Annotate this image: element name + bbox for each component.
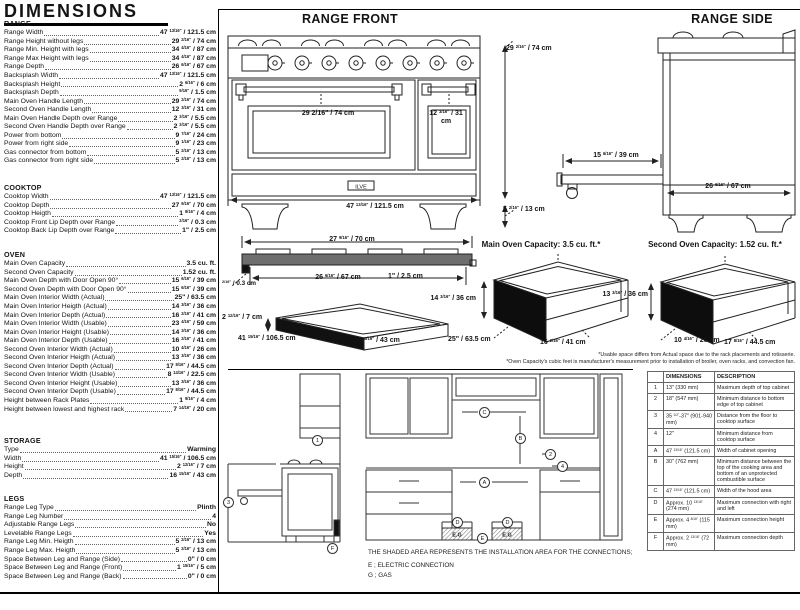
- brand-badge: ILVE: [355, 184, 367, 191]
- dim-table-row: E Approx. 4 $^{8/16"}$ (115 mm) Maximum connection height: [648, 515, 795, 533]
- dotted-leader: [90, 52, 171, 53]
- dotted-leader: [64, 519, 211, 520]
- dotted-leader: [22, 461, 159, 462]
- electric-connection-note: E ; ELECTRIC CONNECTION: [368, 562, 454, 569]
- dotted-leader: [115, 369, 166, 370]
- section-header: OVEN: [4, 250, 26, 259]
- dotted-leader: [44, 35, 159, 36]
- spec-row: Cooktop Back Lip Depth over Range 1" / 2.5 cm: [4, 227, 216, 235]
- section-header: STORAGE: [4, 436, 41, 445]
- cooktop-right-label: 1" / 2.5 cm: [388, 273, 423, 280]
- marker-d: D: [452, 517, 463, 528]
- spec-row: Range Leg Type Plinth: [4, 504, 216, 512]
- dotted-leader: [87, 155, 174, 156]
- dotted-leader: [84, 103, 171, 104]
- section-oven: [4, 250, 216, 414]
- section-range: [4, 19, 216, 166]
- dotted-leader: [118, 386, 170, 387]
- second-capacity-drawing: [645, 256, 797, 348]
- spec-row: Main Oven Interior Width (Usable) 23 $^{4/16"}$ / 59 cm: [4, 319, 216, 328]
- marker-d: D: [502, 517, 513, 528]
- cooktop-left-label: $^{2/16"}$ / 0.3 cm: [222, 280, 256, 287]
- front-main-handle-label: 29 2/16" / 74 cm: [301, 110, 355, 117]
- marker-c: C: [479, 407, 490, 418]
- dotted-leader: [94, 163, 174, 164]
- dotted-leader: [127, 129, 173, 130]
- range-front-title: RANGE FRONT: [301, 12, 399, 26]
- front-height-label: 29 $^{2/16"}$ / 74 cm: [506, 44, 552, 53]
- dim-table-header-row: [648, 372, 795, 383]
- spec-row: Range Width 47 $^{13/16"}$ / 121.5 cm: [4, 28, 216, 37]
- dotted-leader: [69, 146, 174, 147]
- dotted-leader: [117, 394, 165, 395]
- spec-row: Cooktop Heigth 1 $^{9/16"}$ / 4 cm: [4, 209, 216, 218]
- dotted-leader: [75, 527, 206, 528]
- installation-note: THE SHADED AREA REPRESENTS THE INSTALLATION AREA FOR THE CONNECTIONS;: [368, 549, 633, 556]
- spec-row: Adjustable Range Legs No: [4, 521, 216, 529]
- dotted-leader: [84, 44, 170, 45]
- open-door-shelf: [557, 173, 663, 199]
- spec-row: Main Oven Interior Heigth (Actual) 14 $^{3/16"}$ / 36 cm: [4, 301, 216, 310]
- spec-row: Range Min. Height with legs 34 $^{4/16"}$ / 87 cm: [4, 45, 216, 54]
- col-description: DESCRIPTION: [715, 372, 795, 383]
- drawer-height-label: 2 $^{12/16"}$ / 7 cm: [222, 313, 263, 322]
- spec-row: Second Oven Depth with Door Open 90° 15 $^{6/16"}$ / 39 cm: [4, 284, 216, 293]
- dotted-leader: [23, 478, 168, 479]
- marker-a: A: [479, 477, 490, 488]
- cooktop-profile-drawing: [226, 234, 478, 296]
- second-capacity-depth-label: 17 $^{8/16"}$ / 44.5 cm: [724, 338, 776, 347]
- spec-row: Space Between Leg and Range (Front) 1 $^{15/16"}$ / 5 cm: [4, 563, 216, 572]
- dotted-leader: [109, 343, 171, 344]
- spec-row: Space Between Leg and Range (Back) 0" / 0 cm: [4, 572, 216, 580]
- spec-row: Levelable Range Legs Yes: [4, 529, 216, 537]
- dim-table-row: 2 18" (547 mm) Minimum distance to bottom edge of top cabinet: [648, 394, 795, 411]
- page-title: DIMENSIONS: [4, 1, 168, 26]
- dotted-leader: [90, 403, 178, 404]
- dotted-leader: [115, 233, 181, 234]
- marker-f: F: [327, 543, 338, 554]
- dotted-leader: [50, 208, 170, 209]
- dim-table-row: 1 13" (330 mm) Maximum depth of top cabinet: [648, 383, 795, 394]
- spec-row: Main Oven Depth with Door Open 90° 15 $^{6/16"}$ / 39 cm: [4, 276, 216, 285]
- section-storage: [4, 436, 216, 480]
- spec-row: Second Oven Interior Height (Usable) 13 $^{3/16"}$ / 36 cm: [4, 378, 216, 387]
- main-capacity-height-label: 14 $^{3/16"}$ / 36 cm: [430, 294, 476, 303]
- spec-row: Cooktop Depth 27 $^{9/16"}$ / 70 cm: [4, 200, 216, 209]
- section-cooktop: [4, 183, 216, 236]
- footnote-usable-space: *Usable space differs from Actual space due to the rack placements and rotisserie.: [598, 352, 795, 358]
- side-view: [228, 374, 340, 542]
- spec-row: Main Oven Handle Length 29 $^{2/16"}$ / 74 cm: [4, 96, 216, 105]
- dotted-leader: [61, 86, 178, 87]
- spec-row: Backsplash Depth $^{9/16"}$ / 1.5 cm: [4, 88, 216, 97]
- main-capacity-width-label: 25" / 63.5 cm: [448, 336, 491, 343]
- dotted-leader: [119, 283, 171, 284]
- spec-row: Range Height without legs 29 $^{2/16"}$ / 74 cm: [4, 36, 216, 45]
- spec-row: Range Depth 26 $^{6/16"}$ / 67 cm: [4, 62, 216, 71]
- front-view: [366, 374, 622, 540]
- section-legs: [4, 494, 216, 581]
- spec-row: Power from bottom 9 $^{7/16"}$ / 24 cm: [4, 130, 216, 139]
- dotted-leader: [25, 469, 176, 470]
- dotted-leader: [60, 95, 179, 96]
- dotted-leader: [116, 225, 178, 226]
- front-second-handle-label: 12 $^{3/16"}$ / 31 cm: [429, 109, 463, 126]
- section-header: RANGE: [4, 19, 31, 28]
- dim-table-row: C 47 $^{13/16"}$ (121.5 cm) Width of the hood area: [648, 486, 795, 498]
- marker-4: 4: [557, 461, 568, 472]
- dim-table-row: 3 35 $^{1/2"}$-37" (901-940 mm) Distance from the floor to cooktop surface: [648, 411, 795, 429]
- second-capacity-height-label: 13 $^{3/16"}$ / 36 cm: [602, 290, 648, 299]
- contact-footer: [0, 592, 800, 596]
- dotted-leader: [128, 292, 171, 293]
- cooktop-slab: [242, 254, 472, 265]
- spec-row: Main Oven Interior Depth (Usable) 16 $^{2/16"}$ / 41 cm: [4, 336, 216, 345]
- marker-e: E: [477, 533, 488, 544]
- cooktop-top-label: 27 $^{9/16"}$ / 70 cm: [329, 235, 375, 244]
- side-cooktop: [658, 32, 795, 53]
- side-depth-label: 26 $^{6/16"}$ / 67 cm: [705, 182, 751, 191]
- dotted-leader: [118, 121, 172, 122]
- gas-connection-note: G ; GAS: [368, 572, 392, 579]
- spec-row: Second Oven Handle Length 12 $^{3/16"}$ / 31 cm: [4, 105, 216, 114]
- dotted-leader: [123, 570, 176, 571]
- top-divider: [218, 9, 800, 10]
- spec-row: Gas connector from bottom 5 $^{2/16"}$ / 13 cm: [4, 147, 216, 156]
- install-section-divider: [228, 369, 633, 370]
- dim-table-row: 4 12" Minimum distance from cooktop surface: [648, 428, 795, 445]
- main-capacity-depth-label: 16 $^{2/16"}$ / 41 cm: [540, 338, 586, 347]
- section-header: LEGS: [4, 494, 25, 503]
- footnote-capacity: *Oven Capacity's cubic feet is manufacturer's measurement prior to installation of broiler, oven racks, and convection fan.: [506, 359, 795, 365]
- spec-row: Second Oven Interior Width (Usable) 8 $^{14/16"}$ / 22.5 cm: [4, 370, 216, 379]
- second-capacity-title: Second Oven Capacity: 1.52 cu. ft.*: [648, 240, 782, 249]
- dimensions-table: [647, 371, 795, 551]
- dotted-leader: [114, 352, 171, 353]
- dotted-leader: [52, 216, 178, 217]
- dim-table-row: D Approx. 10 $^{13/16"}$ (274 mm) Maximum connection with right and left: [648, 497, 795, 515]
- spec-row: Second Oven Interior Depth (Usable) 17 $^{8/16"}$ / 44.5 cm: [4, 387, 216, 396]
- spec-row: Cooktop Width 47 $^{13/16"}$ / 121.5 cm: [4, 192, 216, 201]
- dotted-leader: [116, 377, 167, 378]
- dotted-leader: [116, 360, 171, 361]
- spec-row: Range Max Height with legs 34 $^{4/16"}$ / 87 cm: [4, 53, 216, 62]
- dotted-leader: [55, 510, 196, 511]
- eg-zone-label: E.G: [452, 532, 462, 539]
- spec-row: Main Oven Handle Depth over Range 2 $^{3/16"}$ / 5.5 cm: [4, 113, 216, 122]
- spec-row: Height 2 $^{12/16"}$ / 7 cm: [4, 462, 216, 471]
- dotted-leader: [110, 334, 171, 335]
- drawer-depth-label: 16 $^{15/16"}$ / 43 cm: [352, 336, 400, 345]
- dotted-leader: [108, 326, 171, 327]
- backsplash: [783, 30, 795, 53]
- range-side-drawing: [555, 30, 800, 232]
- col-dimensions: DIMENSIONS: [664, 372, 715, 383]
- spec-row: Second Oven Interior Heigth (Actual) 13 $^{3/16"}$ / 36 cm: [4, 353, 216, 362]
- dotted-leader: [59, 78, 159, 79]
- spec-row: Main Oven Capacity 3.5 cu. ft.: [4, 260, 216, 268]
- cooktop-strip: [228, 36, 480, 48]
- marker-b: B: [515, 433, 526, 444]
- dotted-leader: [50, 199, 159, 200]
- dotted-leader: [62, 138, 174, 139]
- spec-row: Range Leg Number 4: [4, 512, 216, 520]
- column-divider: [218, 9, 219, 592]
- cooktop-inner-label: 26 $^{6/16"}$ / 67 cm: [315, 273, 361, 282]
- marker-1: 1: [312, 435, 323, 446]
- spec-row: Power from right side 9 $^{1/16"}$ / 23 cm: [4, 139, 216, 148]
- section-header: COOKTOP: [4, 183, 42, 192]
- spec-row: Second Oven Interior Width (Actual) 10 $^{4/16"}$ / 26 cm: [4, 344, 216, 353]
- eg-zone-label: E.G: [502, 532, 512, 539]
- dotted-leader: [105, 300, 173, 301]
- dotted-leader: [125, 411, 172, 412]
- side-door-label: 15 $^{6/16"}$ / 39 cm: [593, 151, 639, 160]
- spec-row: Main Oven Interior Height (Usable) 14 $^{3/16"}$ / 36 cm: [4, 327, 216, 336]
- second-capacity-width-label: 10 $^{4/16"}$ / 26 cm: [674, 336, 720, 345]
- spec-row: Cooktop Front Lip Depth over Range $^{2/16"}$ / 0.3 cm: [4, 217, 216, 226]
- marker-2: 2: [545, 449, 556, 460]
- spec-row: Main Oven Interior Depth (Actual) 16 $^{2/16"}$ / 41 cm: [4, 310, 216, 319]
- spec-row: Range Leg Max. Heigth 5 $^{2/16"}$ / 13 cm: [4, 545, 216, 554]
- main-capacity-drawing: [478, 254, 630, 346]
- drawer-width-label: 41 $^{15/16"}$ / 106.5 cm: [238, 334, 296, 343]
- main-capacity-title: Main Oven Capacity: 3.5 cu. ft.*: [481, 240, 601, 249]
- control-knobs: [268, 56, 474, 70]
- spec-row: Backsplash Height 2 $^{6/16"}$ / 6 cm: [4, 79, 216, 88]
- spec-row: Type Warming: [4, 446, 216, 454]
- spec-row: Main Oven Interior Width (Actual) 25" / 63.5 cm: [4, 294, 216, 302]
- dotted-leader: [92, 112, 170, 113]
- dim-table-row: A 47 $^{13/16"}$ (121.5 cm) Width of cabinet opening: [648, 445, 795, 457]
- main-oven-door: [232, 80, 415, 170]
- dim-table-row: F Approx. 2 $^{13/16"}$ (72 mm) Maximum connection depth: [648, 533, 795, 551]
- spec-row: Depth 16 $^{15/16"}$ / 43 cm: [4, 470, 216, 479]
- dotted-leader: [75, 275, 182, 276]
- dotted-leader: [108, 309, 171, 310]
- side-body: [663, 53, 795, 215]
- side-legs: [669, 215, 791, 232]
- dotted-leader: [106, 317, 170, 318]
- spec-row: Backsplash Width 47 $^{13/16"}$ / 121.5 cm: [4, 70, 216, 79]
- height-dimension-arrow: [505, 40, 514, 198]
- spec-row: Height between Rack Plates 1 $^{9/16"}$ / 4 cm: [4, 395, 216, 404]
- spec-row: Width 41 $^{15/16"}$ / 106.5 cm: [4, 453, 216, 462]
- range-side-title: RANGE SIDE: [691, 12, 773, 26]
- dim-table-row: B 30" (762 mm) Minimum distance between the top of the cooking area and bottom of an unprotected combustible surface: [648, 457, 795, 486]
- spec-row: Second Oven Capacity 1.52 cu. ft.: [4, 268, 216, 276]
- spec-row: Height between lowest and highest rack 7 $^{14/16"}$ / 20 cm: [4, 404, 216, 413]
- storage-drawer-front: [232, 174, 476, 196]
- front-leg-label: 5 $^{2/16"}$ / 13 cm: [503, 205, 545, 214]
- display-panel: [242, 55, 268, 71]
- dotted-leader: [45, 69, 171, 70]
- dotted-leader: [123, 578, 187, 579]
- dotted-leader: [90, 61, 171, 62]
- col-id: [648, 372, 664, 383]
- dotted-leader: [76, 553, 174, 554]
- spec-row: Second Oven Interior Depth (Actual) 17 $^{8/16"}$ / 44.5 cm: [4, 361, 216, 370]
- marker-3: 3: [223, 497, 234, 508]
- spec-row: Gas connector from right side 5 $^{2/16"}$ / 13 cm: [4, 156, 216, 165]
- spec-row: Space Between Leg and Range (Side) 0" / 0 cm: [4, 555, 216, 563]
- front-width-label: 47 $^{13/16"}$ / 121.5 cm: [346, 202, 404, 211]
- dotted-leader: [66, 266, 185, 267]
- spec-row: Second Oven Handle Depth over Range 2 $^{3/16"}$ / 5.5 cm: [4, 122, 216, 131]
- spec-row: Range Leg Min. Heigth 5 $^{2/16"}$ / 13 cm: [4, 537, 216, 546]
- dotted-leader: [75, 544, 175, 545]
